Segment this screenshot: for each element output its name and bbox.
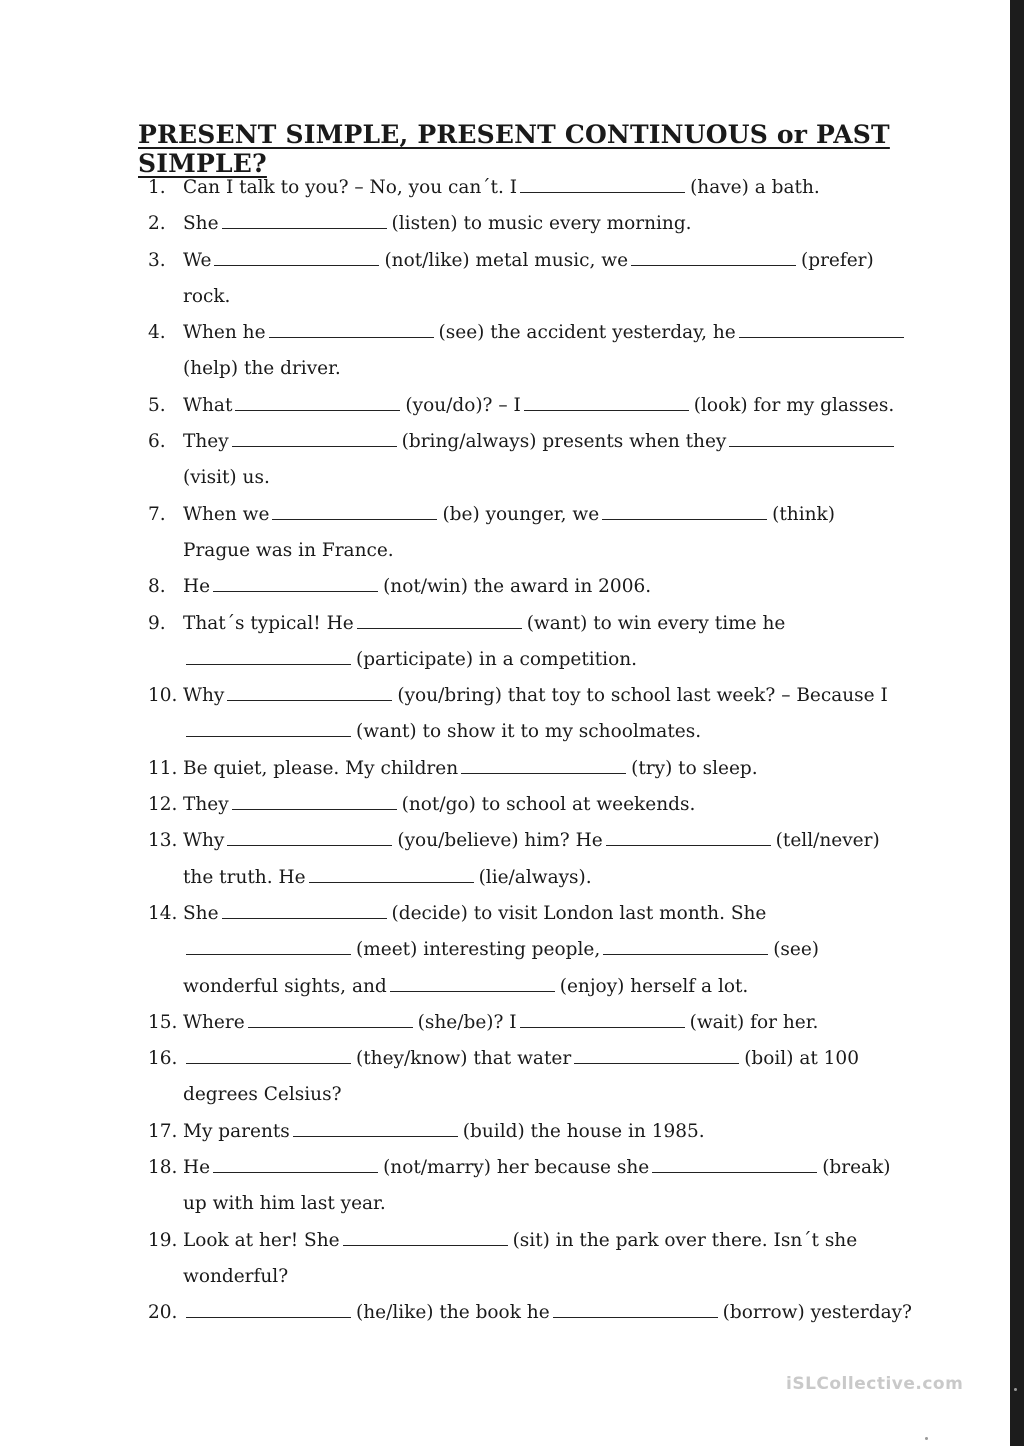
item-text: (see) the accident yesterday, he [438,322,736,344]
exercise-item [148,170,908,206]
item-number: 8. [148,576,166,598]
item-text: up with him last year. [183,1193,386,1215]
item-line [183,714,908,750]
exercise-item [148,497,908,570]
item-line [183,206,908,242]
item-text: (enjoy) herself a lot. [559,975,749,997]
answer-blank[interactable] [602,518,767,520]
item-number: 1. [148,177,166,198]
answer-blank[interactable] [309,881,474,883]
item-text: (see) [773,939,820,961]
exercise-item [148,606,908,679]
exercise-item [148,569,908,605]
answer-blank[interactable] [652,1171,817,1173]
item-text: Why [183,830,225,852]
item-text: They [183,431,229,453]
answer-blank[interactable] [186,735,351,737]
item-text: Why [183,685,225,707]
item-line [183,606,908,642]
item-line [183,1186,908,1222]
exercise-item [148,1223,908,1296]
item-line [183,751,908,787]
item-text: (want) to show it to my schoolmates. [356,721,702,743]
item-line [183,932,908,968]
answer-blank[interactable] [520,191,685,193]
item-line [183,315,908,351]
answer-blank[interactable] [222,227,387,229]
item-line [183,678,908,714]
item-line [183,896,908,932]
exercise-item [148,678,908,751]
item-text: (visit) us. [183,467,270,489]
exercise-item [148,751,908,787]
item-number: 17. [148,1120,178,1142]
exercise-item [148,206,908,242]
item-number: 14. [148,902,178,924]
answer-blank[interactable] [235,409,400,411]
item-number: 7. [148,503,166,525]
answer-blank[interactable] [232,808,397,810]
answer-blank[interactable] [214,264,379,266]
answer-blank[interactable] [729,445,894,447]
item-number: 13. [148,830,178,852]
scan-speck [1014,1388,1017,1391]
answer-blank[interactable] [222,917,387,919]
item-text: Prague was in France. [183,539,394,561]
item-number: 12. [148,794,178,816]
answer-blank[interactable] [186,1062,351,1064]
worksheet-title: PRESENT SIMPLE, PRESENT CONTINUOUS or PAST SIMPLE? [138,120,890,178]
answer-blank[interactable] [461,772,626,774]
item-text: (they/know) that water [356,1048,572,1070]
answer-blank[interactable] [293,1135,458,1137]
item-line [183,1041,908,1077]
item-text: (sit) in the park over there. Isn´t she [512,1229,858,1251]
item-text: (boil) at 100 [744,1048,859,1070]
exercise-list [148,170,912,1332]
item-text: (not/go) to school at weekends. [401,794,696,816]
item-text: (not/win) the award in 2006. [383,576,652,598]
exercise-item [148,823,908,896]
item-number: 9. [148,612,166,634]
item-number: 6. [148,431,166,453]
item-line [183,388,908,424]
answer-blank[interactable] [272,518,437,520]
watermark-logo: iSLCollective.com [786,1374,964,1394]
answer-blank[interactable] [520,1026,685,1028]
item-text: (look) for my glasses. [693,394,895,416]
exercise-item [148,1114,908,1150]
exercise-item [148,1005,908,1041]
exercise-item [148,315,908,388]
answer-blank[interactable] [603,953,768,955]
exercise-item [148,1295,912,1331]
answer-blank[interactable] [186,1316,351,1318]
item-number: 11. [148,757,178,779]
answer-blank[interactable] [574,1062,739,1064]
item-text: When he [183,322,266,344]
answer-blank[interactable] [227,844,392,846]
item-number: 5. [148,394,166,416]
item-text: (borrow) yesterday? [722,1302,912,1324]
item-text: (decide) to visit London last month. She [391,902,767,924]
item-text: (listen) to music every morning. [391,213,692,235]
answer-blank[interactable] [269,336,434,338]
item-line [183,279,908,315]
item-text: Look at her! She [183,1229,340,1251]
item-line [183,424,908,460]
answer-blank[interactable] [227,699,392,701]
item-number: 4. [148,322,166,344]
answer-blank[interactable] [357,627,522,629]
item-text: We [183,249,212,271]
item-text: He [183,576,211,598]
answer-blank[interactable] [232,445,397,447]
item-number: 20. [148,1302,178,1324]
answer-blank[interactable] [343,1244,508,1246]
item-line [183,1295,912,1331]
item-text: That´s typical! He [183,612,354,634]
item-text: She [183,902,219,924]
item-text: (not/marry) her because she [383,1157,650,1179]
answer-blank[interactable] [186,663,351,665]
item-number: 18. [148,1157,178,1179]
item-line [183,787,908,823]
item-text: (he/like) the book he [356,1302,550,1324]
item-line [183,569,908,605]
item-text: They [183,794,229,816]
item-line [183,170,908,206]
exercise-item [148,896,908,1005]
item-text: She [183,213,219,235]
answer-blank[interactable] [553,1316,718,1318]
item-line [183,969,908,1005]
item-text: (try) to sleep. [631,757,758,779]
item-line [183,823,908,859]
item-text: (you/do)? – I [405,394,521,416]
item-text: When we [183,503,270,525]
item-number: 2. [148,213,166,235]
item-text: (not/like) metal music, we [384,249,629,271]
item-line [183,1150,908,1186]
item-text: (tell/never) [775,830,880,852]
exercise-item [148,388,908,424]
exercise-item [148,243,908,316]
answer-blank[interactable] [390,990,555,992]
item-text: (help) the driver. [183,358,341,380]
item-text: rock. [183,285,231,307]
item-text: Where [183,1011,245,1033]
exercise-item [148,424,908,497]
answer-blank[interactable] [606,844,771,846]
item-text: (want) to win every time he [526,612,786,634]
item-text: (break) [822,1157,891,1179]
answer-blank[interactable] [213,590,378,592]
item-text: (participate) in a competition. [356,648,638,670]
item-line [183,243,908,279]
item-text: (meet) interesting people, [356,939,601,961]
exercise-item [148,1150,908,1223]
item-text: (build) the house in 1985. [462,1120,705,1142]
item-text: What [183,394,233,416]
item-text: (she/be)? I [417,1011,517,1033]
item-line [183,1259,908,1295]
item-text: (wait) for her. [689,1011,819,1033]
item-number: 19. [148,1229,178,1251]
item-text: the truth. He [183,866,306,888]
item-text: He [183,1157,211,1179]
item-line [183,1005,908,1041]
item-text: Can I talk to you? – No, you can´t. I [183,177,518,198]
item-number: 15. [148,1011,178,1033]
item-line [183,642,908,678]
item-text: (think) [772,503,835,525]
item-line [183,1114,908,1150]
item-text: (prefer) [801,249,874,271]
item-line [183,860,908,896]
answer-blank[interactable] [631,264,796,266]
answer-blank[interactable] [524,409,689,411]
item-line [183,460,908,496]
item-number: 10. [148,685,178,707]
item-text: wonderful? [183,1265,289,1287]
answer-blank[interactable] [248,1026,413,1028]
answer-blank[interactable] [213,1171,378,1173]
answer-blank[interactable] [186,953,351,955]
item-line [183,533,908,569]
item-text: My parents [183,1120,290,1142]
item-text: (bring/always) presents when they [401,431,727,453]
page-edge-shadow [1010,0,1024,1446]
item-text: wonderful sights, and [183,975,387,997]
scan-speck [925,1437,928,1440]
item-text: degrees Celsius? [183,1084,342,1106]
item-text: (lie/always). [478,866,592,888]
item-text: (be) younger, we [442,503,600,525]
exercise-item [148,1041,908,1114]
item-number: 3. [148,249,166,271]
item-text: (you/bring) that toy to school last week? – Because I [397,685,888,707]
item-line [183,1223,908,1259]
item-text: Be quiet, please. My children [183,757,459,779]
answer-blank[interactable] [739,336,904,338]
item-text: (you/believe) him? He [397,830,603,852]
exercise-item [148,787,908,823]
item-text: (have) a bath. [690,177,820,198]
item-number: 16. [148,1048,178,1070]
item-line [183,497,908,533]
item-line [183,1077,908,1113]
item-line [183,351,908,387]
